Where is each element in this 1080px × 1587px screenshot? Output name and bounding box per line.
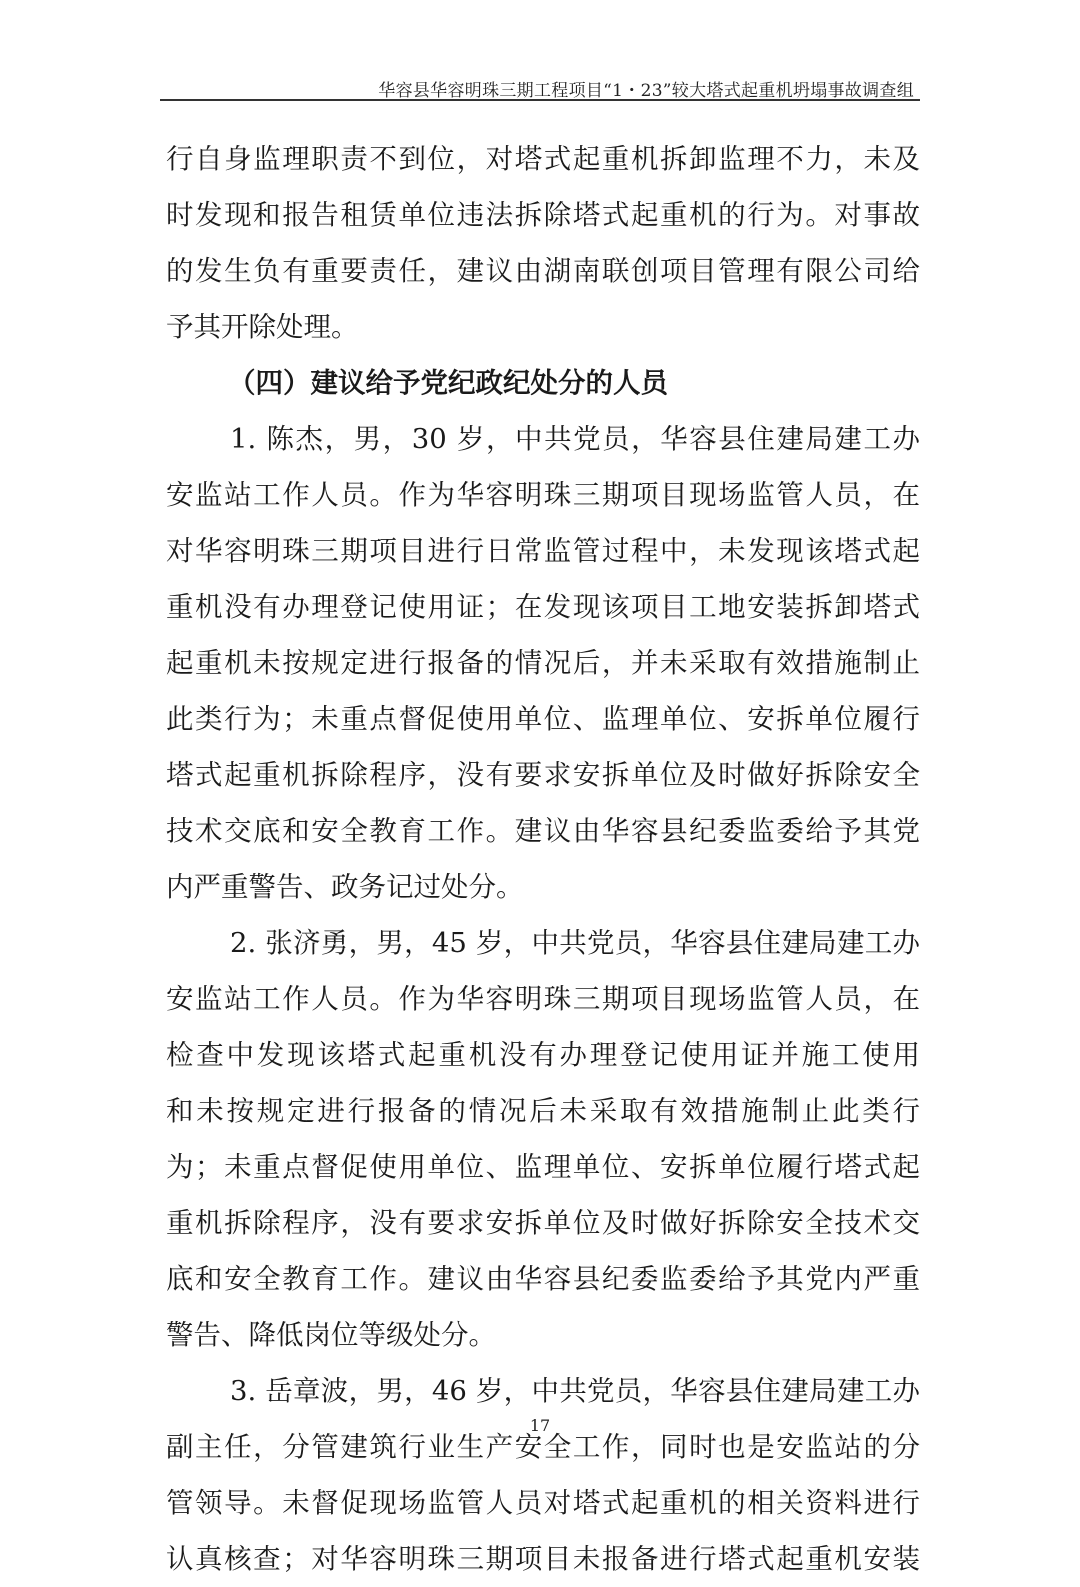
header-rule xyxy=(160,99,920,101)
body-line: 安监站工作人员。作为华容明珠三期项目现场监管人员，在 xyxy=(166,983,920,1015)
body-line: 内严重警告、政务记过处分。 xyxy=(166,871,524,903)
body-line: 检查中发现该塔式起重机没有办理登记使用证并施工使用 xyxy=(166,1039,920,1071)
body-line: 认真核查；对华容明珠三期项目未报备进行塔式起重机安装 xyxy=(166,1543,920,1575)
paragraph-start: 2. 张济勇，男，45 岁，中共党员，华容县住建局建工办 xyxy=(230,927,920,959)
header-title: 华容县华容明珠三期工程项目“1・23”较大塔式起重机坍塌事故调查组 xyxy=(378,81,914,101)
body-line: 起重机未按规定进行报备的情况后，并未采取有效措施制止 xyxy=(166,647,920,679)
body-line: 安监站工作人员。作为华容明珠三期项目现场监管人员，在 xyxy=(166,479,920,511)
page-number: 17 xyxy=(529,1416,551,1435)
page-header xyxy=(160,0,920,101)
paragraph-start: 1. 陈杰，男，30 岁，中共党员，华容县住建局建工办 xyxy=(230,423,920,455)
body-line: 对华容明珠三期项目进行日常监管过程中，未发现该塔式起 xyxy=(166,535,920,567)
body-line: 予其开除处理。 xyxy=(166,311,359,343)
body-line: 和未按规定进行报备的情况后未采取有效措施制止此类行 xyxy=(166,1095,920,1127)
body-line: 行自身监理职责不到位，对塔式起重机拆卸监理不力，未及 xyxy=(166,143,920,175)
document-body xyxy=(166,131,920,1587)
body-line: 重机没有办理登记使用证；在发现该项目工地安装拆卸塔式 xyxy=(166,591,920,623)
body-line: 技术交底和安全教育工作。建议由华容县纪委监委给予其党 xyxy=(166,815,920,847)
section-heading: （四）建议给予党纪政纪处分的人员 xyxy=(228,367,668,399)
paragraph-start: 3. 岳章波，男，46 岁，中共党员，华容县住建局建工办 xyxy=(230,1375,920,1407)
body-line: 警告、降低岗位等级处分。 xyxy=(166,1319,496,1351)
body-line: 塔式起重机拆除程序，没有要求安拆单位及时做好拆除安全 xyxy=(166,759,920,791)
body-line: 的发生负有重要责任，建议由湖南联创项目管理有限公司给 xyxy=(166,255,920,287)
body-line: 为；未重点督促使用单位、监理单位、安拆单位履行塔式起 xyxy=(166,1151,920,1183)
body-line: 重机拆除程序，没有要求安拆单位及时做好拆除安全技术交 xyxy=(166,1207,920,1239)
body-line: 此类行为；未重点督促使用单位、监理单位、安拆单位履行 xyxy=(166,703,920,735)
body-line: 管领导。未督促现场监管人员对塔式起重机的相关资料进行 xyxy=(166,1487,920,1519)
body-line: 副主任，分管建筑行业生产安全工作，同时也是安监站的分 xyxy=(166,1431,920,1463)
body-line: 底和安全教育工作。建议由华容县纪委监委给予其党内严重 xyxy=(166,1263,920,1295)
body-line: 时发现和报告租赁单位违法拆除塔式起重机的行为。对事故 xyxy=(166,199,920,231)
